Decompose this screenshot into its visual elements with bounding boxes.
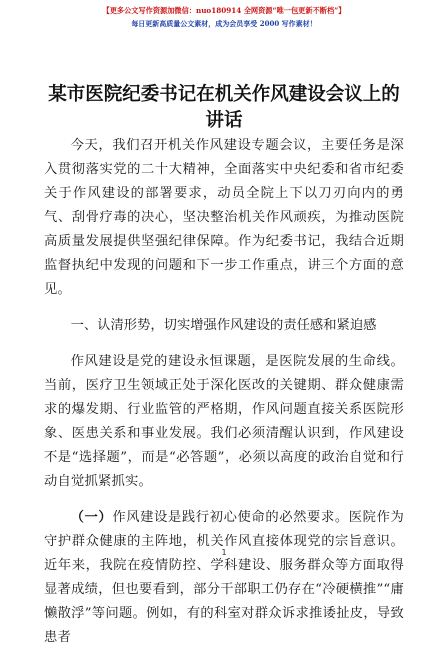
document-title: 某市医院纪委书记在机关作风建设会议上的讲话 <box>48 84 400 131</box>
section-1-paragraph: 作风建设是党的建设永恒课题，是医院发展的生命线。当前，医疗卫生领域正处于深化医改的关键期、群众健康需求的爆发期、行业监管的严格期，作风问题直接关系医院形象、医患关系和事业发展。我们必须清醒认识到，作风建设不是“选择题”，而是“必答题”，必须以高度的政治自觉和行动自觉抓紧抓实。 <box>44 354 404 489</box>
section-heading-1: 一、认清形势，切实增强作风建设的责任感和紧迫感 <box>70 318 377 333</box>
promo-banner-line-1: 【更多公文写作资源加微信：nuo180914 全网资源“唯一包更新不断档”】 <box>102 6 346 15</box>
subsection-1-label: （一） <box>70 510 113 525</box>
document-body <box>44 134 404 662</box>
page-number: 1 <box>221 548 227 557</box>
subsection-1-text: 作风建设是践行初心使命的必然要求。医院作为守护群众健康的主阵地，机关作风直接体现党的宗旨意识。近年来，我院在疫情防控、学科建设、服务群众等方面取得显著成绩，但也要看到，部分干部职工仍存在“冷硬横推”“庸懒散浮”等问题。例如，有的科室对群众诉求推诿扯皮，导致患者 <box>44 510 404 645</box>
promo-banner-line-2: 每日更新高质量公文素材，成为会员享受 2000 写作素材！ <box>131 19 317 28</box>
intro-paragraph: 今天，我们召开机关作风建设专题会议，主要任务是深入贯彻落实党的二十大精神，全面落实中央纪委和省市纪委关于作风建设的部署要求，动员全院上下以刀刃向内的勇气、刮骨疗毒的决心，坚决整治机关作风顽疾，为推动医院高质量发展提供坚强纪律保障。作为纪委书记，我结合近期监督执纪中发现的问题和下一步工作重点，讲三个方面的意见。 <box>44 138 404 297</box>
subsection-1-paragraph <box>44 506 404 650</box>
